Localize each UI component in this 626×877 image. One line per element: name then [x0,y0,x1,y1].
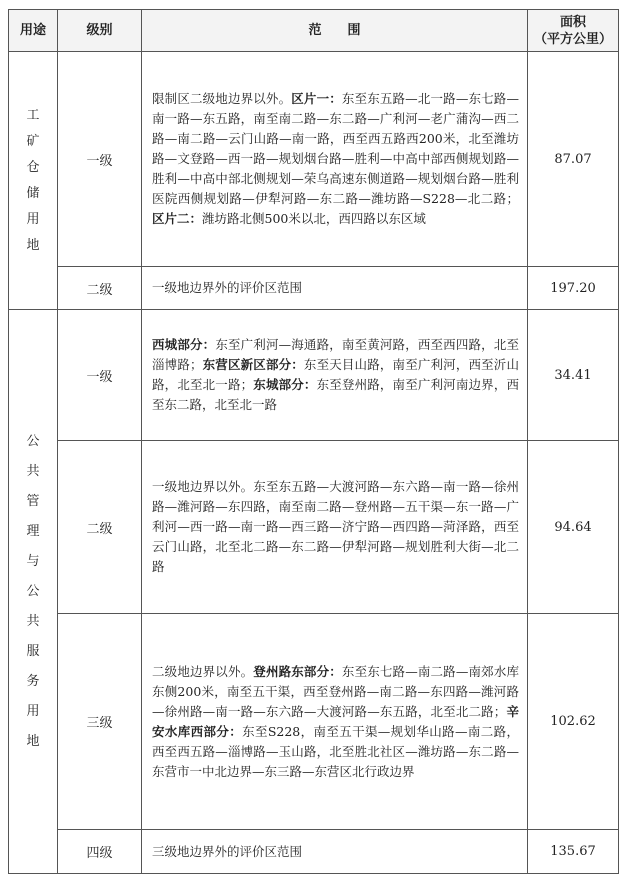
header-row [9,10,619,52]
header-area [528,10,619,52]
scope-text: 东至东五路—北一路—东七路—南一路—东五路，南至南二路—东二路—广利河—老广蒲沟—西二路—南二路—云门山路—南一路，西至西五路西200米，北至潍坊路—文登路—西一路—规划烟台路—胜利—中高中部西侧规划路—胜利—中高中部北侧规划—荣乌高速东侧道路—规划烟台路—胜利医院西侧规划路—伊犁河路—东二路—潍坊路—S228—北二路； [152,91,519,206]
area-cell: 94.64 [528,441,619,614]
scope-region-name: 辛安水库西部分： [152,703,519,739]
level-cell: 三级 [58,614,142,830]
scope-text: 限制区二级地边界以外。 [152,91,292,106]
table-row [9,614,619,830]
scope-cell [142,441,528,614]
header-scope: 范 围 [142,10,528,52]
scope-region-name: 东营区新区部分： [202,357,304,372]
level-cell: 一级 [58,52,142,267]
category-cell [9,310,58,874]
scope-text: 东至登州路，南至广利河南边界，西至东二路，北至北一路 [152,377,519,412]
scope-cell [142,267,528,310]
scope-text: 一级地边界外的评价区范围 [152,280,303,295]
table-row [9,830,619,874]
scope-text: 三级地边界外的评价区范围 [152,843,303,859]
area-cell: 87.07 [528,52,619,267]
scope-region-name: 区片一： [291,91,342,106]
area-cell: 135.67 [528,830,619,874]
land-grade-table [8,9,619,874]
scope-text: 潍坊路北侧500米以北，西四路以东区域 [202,211,426,226]
scope-text: 二级地边界以外。 [152,663,254,679]
level-cell: 二级 [58,267,142,310]
header-area-unit: （平方公里） [533,31,612,47]
scope-region-name: 东城部分： [253,377,317,392]
level-cell: 一级 [58,310,142,441]
header-level: 级别 [58,10,142,52]
area-cell: 197.20 [528,267,619,310]
scope-cell [142,614,528,830]
scope-region-name: 区片二： [152,211,203,226]
scope-cell [142,52,528,267]
scope-text: 东至天目山路，南至广利河，西至沂山路，北至北一路； [152,357,519,392]
scope-region-name: 登州路东部分： [253,663,342,679]
area-cell: 102.62 [528,614,619,830]
table-row [9,310,619,441]
scope-text: 东至东七路—南二路—南郊水库东侧200米，南至五干渠，西至登州路—南二路—东四路—潍河路—徐州路—南一路—东六路—大渡河路—东五路，北至北二路； [152,663,519,719]
category-cell [9,52,58,310]
header-use: 用途 [9,10,58,52]
scope-cell [142,830,528,874]
scope-text: 一级地边界以外。东至东五路—大渡河路—东六路—南一路—徐州路—潍河路—东四路，南至南二路—登州路—五干渠—东一路—广利河—西一路—南一路—西三路—济宁路—西四路—菏泽路，西至云门山路，北至北二路—东二路—伊犁河路—规划胜利大街—北二路 [152,479,519,574]
scope-region-name: 西城部分： [152,337,216,352]
level-cell: 四级 [58,830,142,874]
table-row [9,267,619,310]
scope-text: 东至广利河—海通路，南至黄河路，西至西四路，北至淄博路； [152,337,519,372]
header-area-label: 面积 [559,14,586,30]
category-label: 公共管理与公共服务用地 [26,433,40,749]
scope-text: 东至S228，南至五干渠—规划华山路—南二路，西至西五路—淄博路—玉山路，北至胜北社区—潍坊路—东二路—东营市一中北边界—东三路—东营区北行政边界 [152,723,519,779]
area-cell: 34.41 [528,310,619,441]
table-row [9,52,619,267]
table-row [9,441,619,614]
level-cell: 二级 [58,441,142,614]
category-label: 工矿仓储用地 [26,107,40,253]
scope-cell [142,310,528,441]
